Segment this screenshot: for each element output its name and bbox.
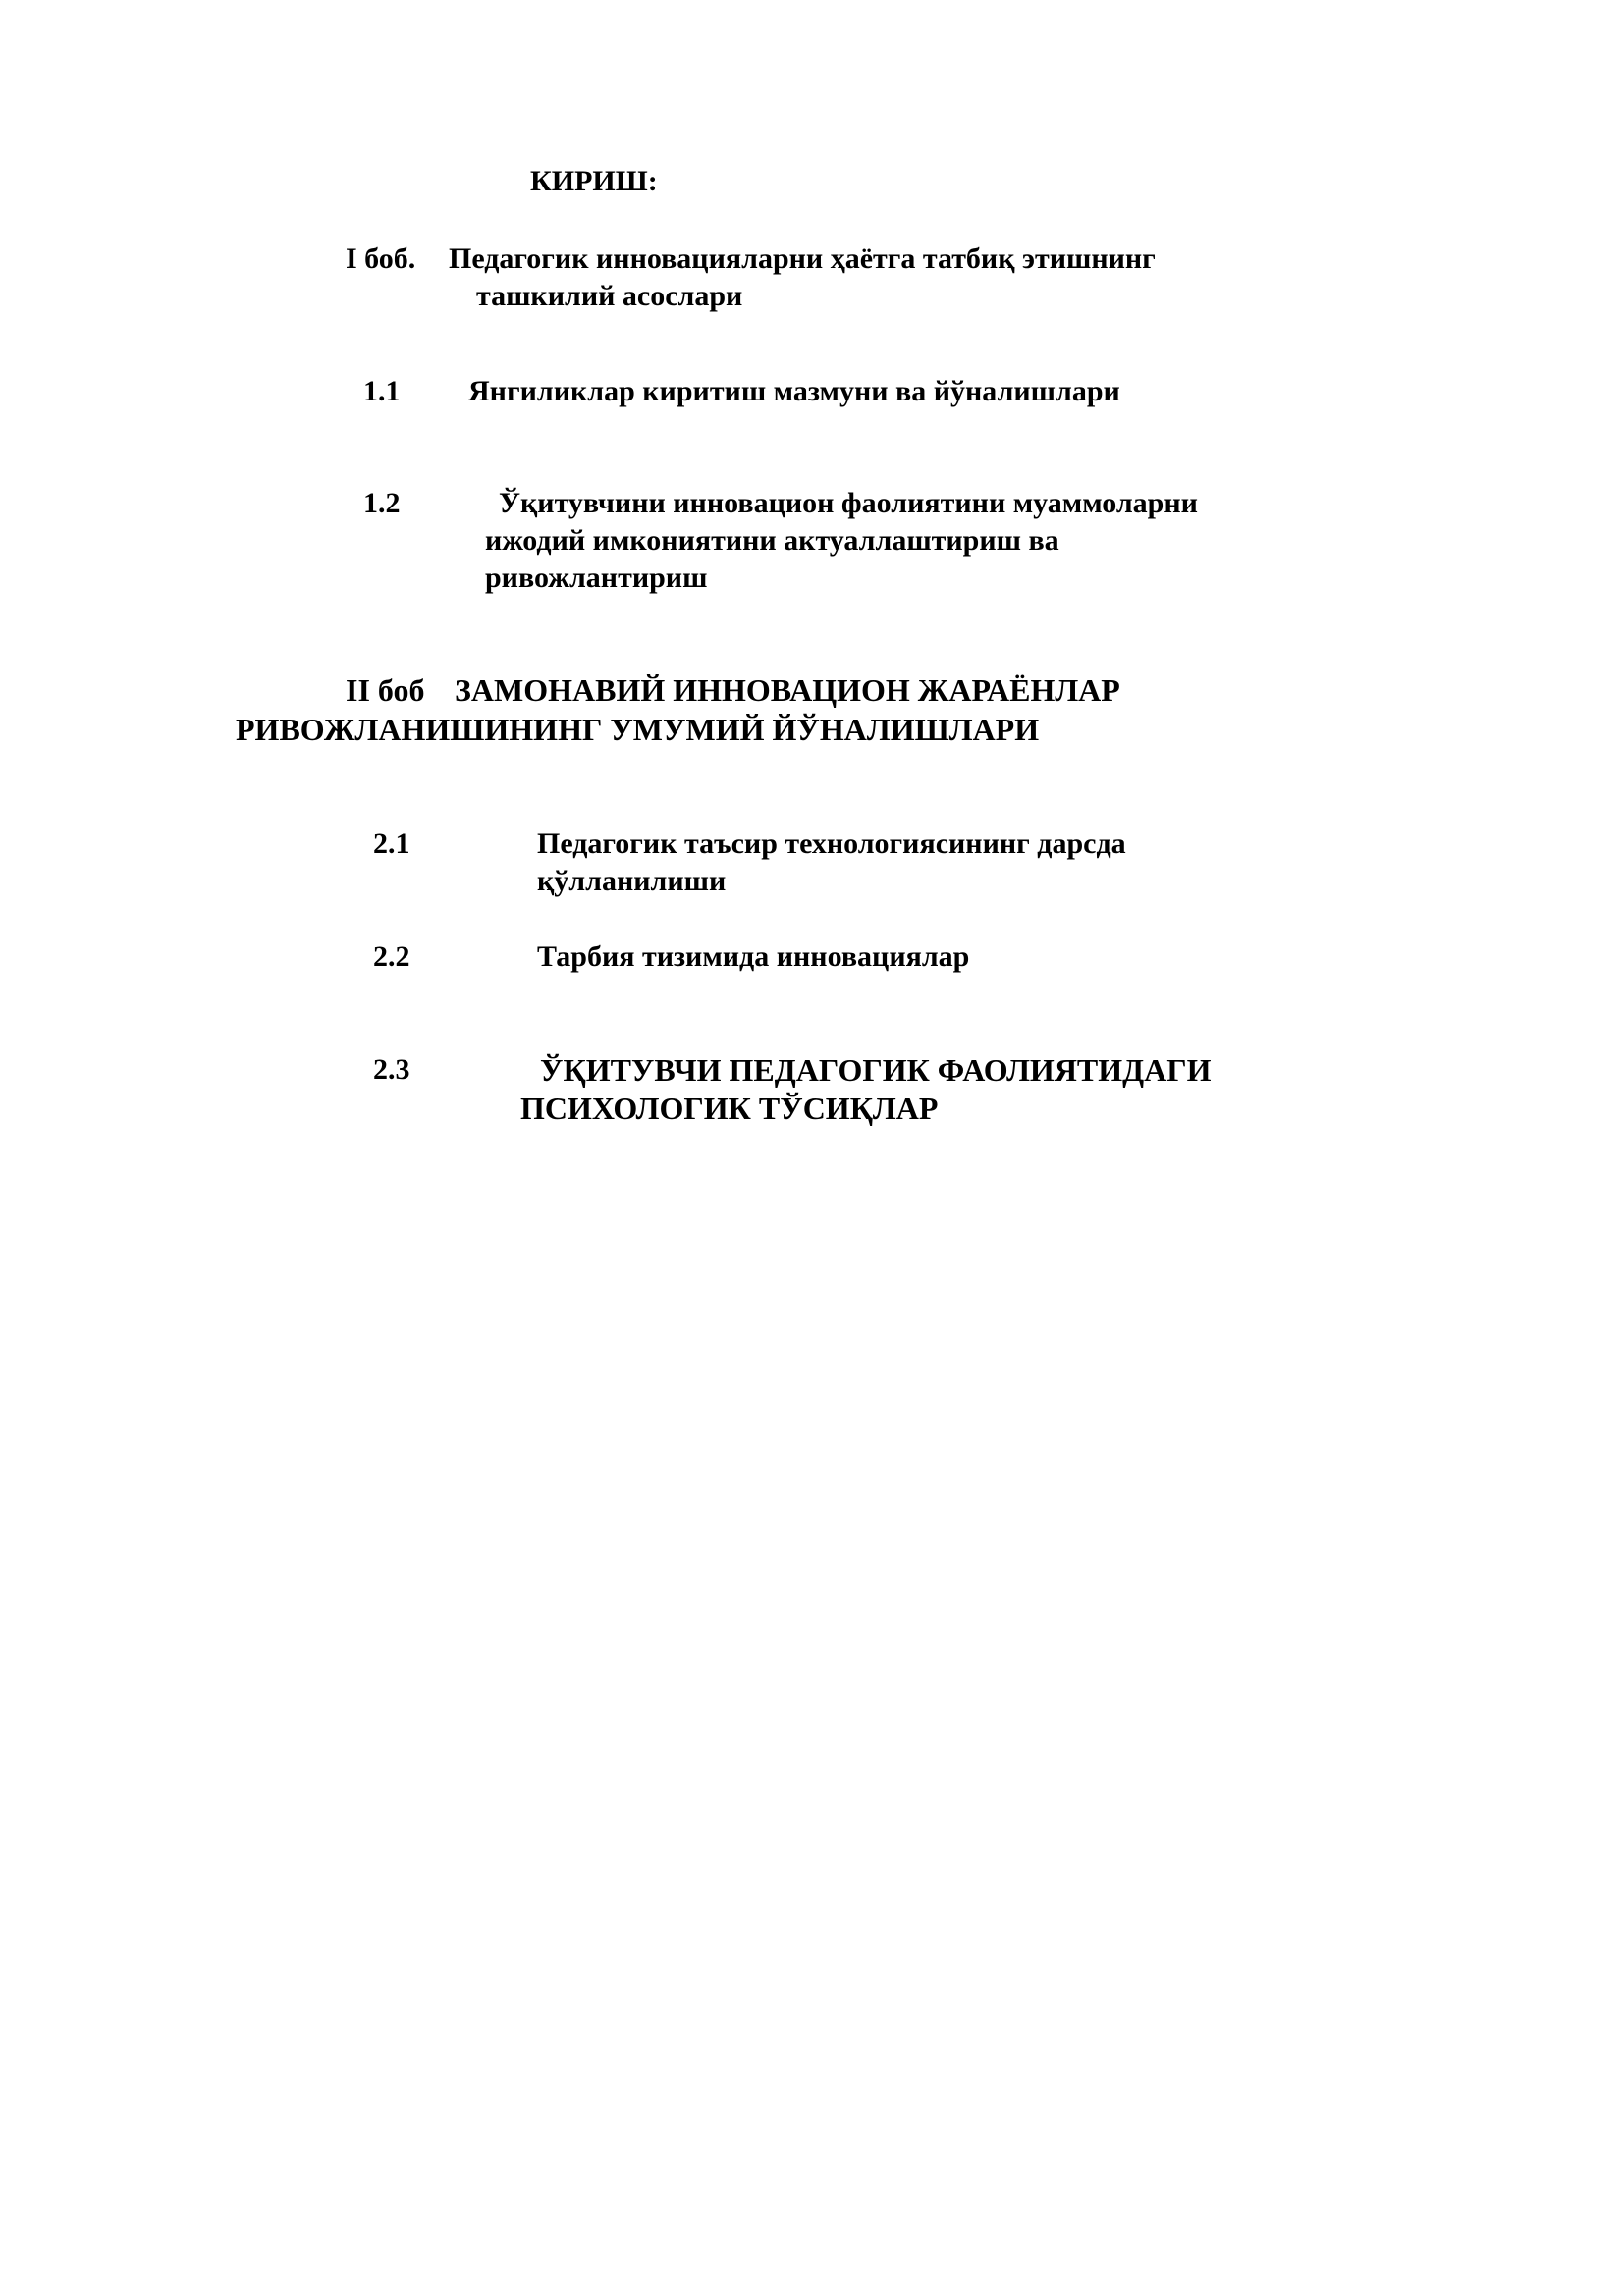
chapter2-title-line1: ЗАМОНАВИЙ ИННОВАЦИОН ЖАРАЁНЛАР [455, 672, 1120, 708]
chapter1-label: I боб. [346, 242, 416, 275]
section-2-1-number: 2.1 [373, 828, 410, 860]
section-1-1-title: Янгиликлар киритиш мазмуни ва йўналишлари [468, 375, 1120, 407]
section-1-2-title-line1: Ўқитувчини инновацион фаолиятини муаммоларни [499, 487, 1198, 519]
section-2-1-title-line2: қўлланилиши [537, 865, 727, 897]
section-2-2-title: Тарбия тизимида инновациялар [537, 940, 970, 973]
section-2-1-title-line1: Педагогик таъсир технологиясининг дарсда [537, 828, 1126, 860]
section-1-2-title-line3: ривожлантириш [485, 561, 708, 594]
chapter2-label: II боб [346, 672, 425, 708]
chapter1-title-line1: Педагогик инновацияларни ҳаётга татбиқ этишнинг [449, 242, 1156, 275]
section-1-1-number: 1.1 [363, 375, 401, 407]
intro-heading: КИРИШ: [530, 165, 658, 197]
chapter1-title-line2: ташкилий асослари [476, 280, 743, 312]
section-2-2-number: 2.2 [373, 940, 410, 973]
section-2-3-number: 2.3 [373, 1053, 410, 1086]
section-2-3-title-line1: ЎҚИТУВЧИ ПЕДАГОГИК ФАОЛИЯТИДАГИ [540, 1052, 1212, 1088]
chapter2-title-line2: РИВОЖЛАНИШИНИНГ УМУМИЙ ЙЎНАЛИШЛАРИ [236, 712, 1040, 747]
section-2-3-title-line2: ПСИХОЛОГИК ТЎСИҚЛАР [520, 1091, 939, 1126]
section-1-2-number: 1.2 [363, 487, 401, 519]
section-1-2-title-line2: ижодий имкониятини актуаллаштириш ва [485, 524, 1059, 557]
